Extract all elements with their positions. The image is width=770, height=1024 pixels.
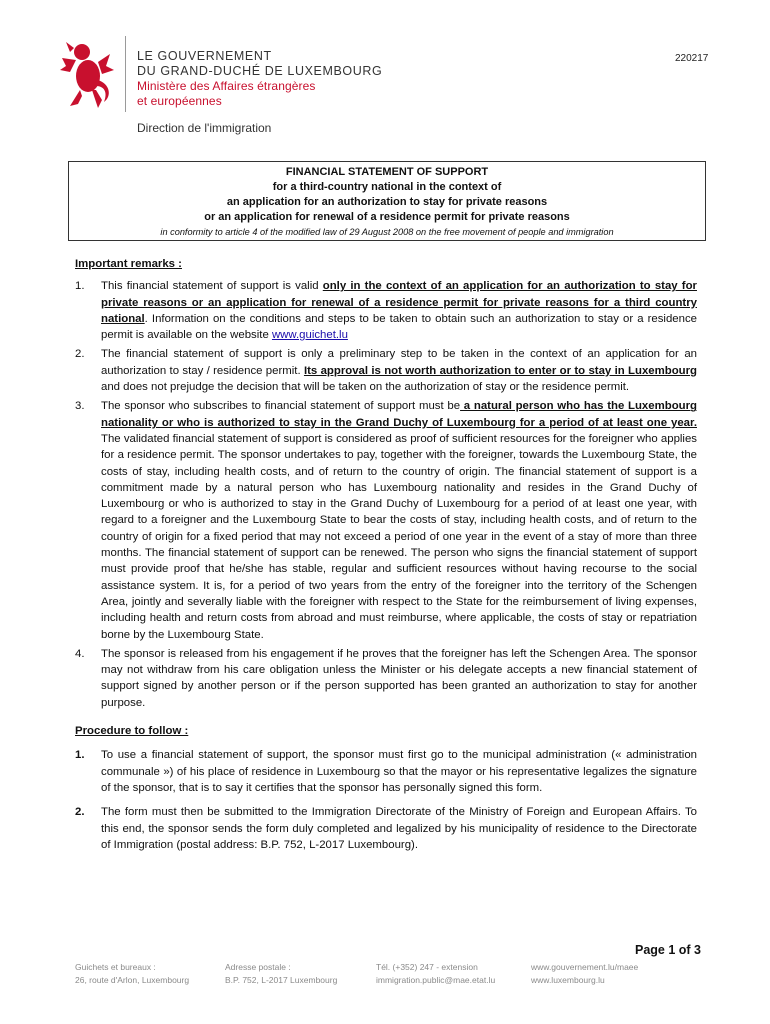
page-number: Page 1 of 3 xyxy=(635,943,701,957)
remark-item xyxy=(75,346,697,395)
guichet-link[interactable]: www.guichet.lu xyxy=(271,329,348,342)
direction-label: Direction de l'immigration xyxy=(137,121,272,135)
gov-line1: LE GOUVERNEMENT xyxy=(137,49,272,63)
footer-text: B.P. 752, L-2017 Luxembourg xyxy=(225,975,338,985)
remark-text: The sponsor who subscribes to financial statement of support must be xyxy=(101,400,461,413)
footer-contact xyxy=(376,961,495,987)
ministry-line2: et européennes xyxy=(137,94,222,108)
footer-text: 26, route d'Arlon, Luxembourg xyxy=(75,975,190,985)
remark-item xyxy=(75,278,697,343)
procedure-item xyxy=(75,804,697,853)
title-line2: for a third-country national in the context of xyxy=(272,181,502,193)
footer-link[interactable]: www.luxembourg.lu xyxy=(531,975,605,985)
title-box xyxy=(68,161,706,241)
remark-text: . Information on the conditions and steps to be taken to obtain such an authorization to stay or a residence permit is available on the website xyxy=(101,312,697,342)
remark-emphasis: only in the context of an application for an authorization to stay for private reasons or an application for renewal of a residence permit for private reasons for a third country national xyxy=(101,280,697,325)
procedure-text: To use a financial statement of support, the sponsor must first go to the municipal administration (« administration communale ») of his place of residence in Luxembourg so that the mayor or his representative legalizes the signature of the sponsor, that is to say it certifies that the sponsor has personally signed this form. xyxy=(101,749,697,794)
item-number: 1. xyxy=(75,749,85,762)
header-divider xyxy=(125,36,126,112)
item-number: 4. xyxy=(75,647,85,660)
remark-text: This financial statement of support is valid xyxy=(101,280,323,293)
document-body xyxy=(75,256,697,861)
item-number: 3. xyxy=(75,400,85,413)
lion-logo-icon xyxy=(58,40,114,112)
title-line4: or an application for renewal of a residence permit for private reasons xyxy=(204,211,570,223)
title-line3: an application for an authorization to stay for private reasons xyxy=(226,196,548,208)
item-number: 2. xyxy=(75,348,85,361)
reference-number: 220217 xyxy=(675,53,709,64)
remark-text: The validated financial statement of support is considered as proof of sufficient resources for the foreigner who applies for a residence permit. The sponsor undertakes to pay, together with the foreigner, towards the Luxembourg State, the costs of stay, including health costs, and of return to the country of origin. The financial statement of support is a commitment made by a natural person who has Luxembourg nationality and resides in the Grand Duchy of Luxembourg or who is authorized to stay in the Grand Duchy of Luxembourg for a period of at least one year, with regard to a foreigner and the Luxembourg State to bear the costs of stay, including health costs, and of return to the country of origin for a fixed period that may not exceed a period of one year in the event of a stay of more than three months. The financial statement of support can be renewed. The person who signs the financial statement of support must provide proof that he/she has stable, regular and sufficient resources without having recourse to the social assistance system. It is, for a period of two years from the entry of the foreigner into the territory of the Schengen Area, jointly and severally liable with the foreigner with respect to the State for the reimbursement of living expenses, including health and return costs from abroad and must reimburse, where applicable, the costs of stay or repatriation borne by the Luxembourg State. xyxy=(101,432,697,641)
procedure-heading: Procedure to follow : xyxy=(75,725,189,738)
ministry-line1: Ministère des Affaires étrangères xyxy=(137,79,316,93)
title-subtitle: in conformity to article 4 of the modified law of 29 August 2008 on the free movement of people and immigration xyxy=(160,227,614,237)
footer-postal xyxy=(225,961,337,987)
procedure-list xyxy=(75,747,697,853)
remark-emphasis: Its approval is not worth authorization to enter or to stay in Luxembourg xyxy=(303,364,698,377)
remark-emphasis: a natural person who has the Luxembourg nationality or who is authorized to stay in the Grand Duchy of Luxembourg for a period of at least one year. xyxy=(101,400,697,429)
title-line1: FINANCIAL STATEMENT OF SUPPORT xyxy=(285,166,489,178)
item-number: 1. xyxy=(75,280,85,293)
procedure-item xyxy=(75,747,697,796)
government-name xyxy=(137,49,382,109)
remark-text: The sponsor is released from his engagement if he proves that the foreigner has left the Schengen Area. The sponsor may not withdraw from his care obligation unless the Minister or his delegate accepts a new financial statement of support signed by another person or if the person supported has been granted an authorization to stay for another purpose. xyxy=(101,647,697,709)
footer-text: Guichets et bureaux : xyxy=(75,962,156,972)
remarks-heading: Important remarks : xyxy=(75,258,182,270)
remark-text: and does not prejudge the decision that will be taken on the authorization of stay or the residence permit. xyxy=(101,381,630,394)
footer-web xyxy=(531,961,638,987)
footer-text: Adresse postale : xyxy=(225,962,291,972)
footer-link[interactable]: www.gouvernement.lu/maee xyxy=(531,962,639,972)
remark-text: The financial statement of support is only a preliminary step to be taken in the context of an application for an authorization to stay / residence permit. xyxy=(101,348,697,377)
footer-text: Tél. (+352) 247 - extension xyxy=(376,962,478,972)
footer-offices xyxy=(75,961,189,987)
footer-email[interactable]: immigration.public@mae.etat.lu xyxy=(376,975,496,985)
gov-line2: DU GRAND-DUCHÉ DE LUXEMBOURG xyxy=(137,64,383,78)
item-number: 2. xyxy=(75,806,85,819)
remark-item xyxy=(75,398,697,642)
procedure-text: The form must then be submitted to the Immigration Directorate of the Ministry of Foreign and European Affairs. To this end, the sponsor sends the form duly completed and legalized by his municipality of residence to the Directorate of Immigration (postal address: B.P. 752, L-2017 Luxembourg). xyxy=(101,806,697,851)
remark-item xyxy=(75,646,697,711)
remarks-list xyxy=(75,278,697,711)
